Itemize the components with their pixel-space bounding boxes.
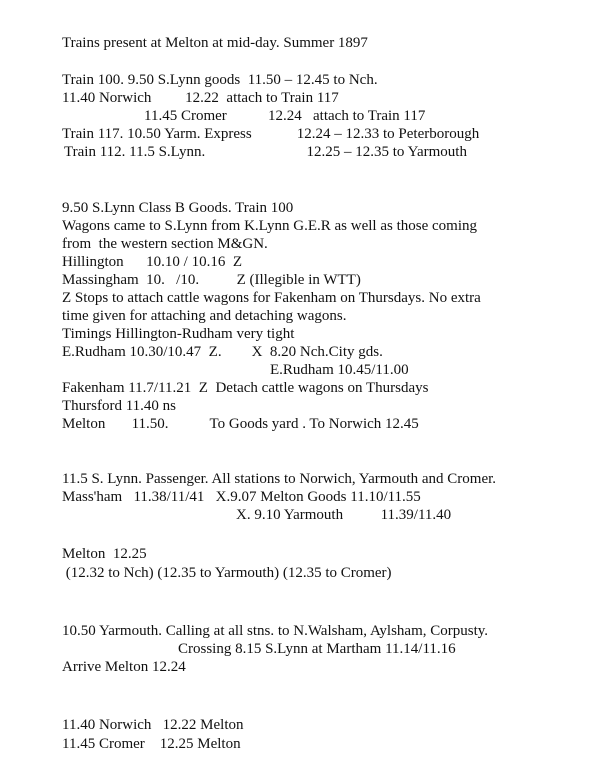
timing-line: Massingham 10. /10. Z (Illegible in WTT) <box>62 272 361 288</box>
timing-line: Thursford 11.40 ns <box>62 398 177 414</box>
text-line: Z Stops to attach cattle wagons for Fakenham on Thursdays. No extra <box>62 290 481 306</box>
text-line: Timings Hillington-Rudham very tight <box>62 326 295 342</box>
timing-line: Arrive Melton 12.24 <box>62 659 186 675</box>
text-line: Wagons came to S.Lynn from K.Lynn G.E.R as well as those coming <box>62 218 477 234</box>
text-line: from the western section M&GN. <box>62 236 268 252</box>
summary-line: 11.40 Norwich 12.22 attach to Train 117 <box>62 90 339 106</box>
summary-line: Train 117. 10.50 Yarm. Express 12.24 – 12.33 to Peterborough <box>62 126 480 142</box>
section-heading: 11.5 S. Lynn. Passenger. All stations to Norwich, Yarmouth and Cromer. <box>62 471 497 487</box>
connection-line: 11.45 Cromer 12.25 Melton <box>62 736 241 752</box>
timing-line: Mass'ham 11.38/11/41 X.9.07 Melton Goods 11.10/11.55 <box>62 489 421 505</box>
timing-line: Crossing 8.15 S.Lynn at Martham 11.14/11.16 <box>178 641 456 657</box>
page-title: Trains present at Melton at mid-day. Summer 1897 <box>62 35 368 51</box>
connection-line: 11.40 Norwich 12.22 Melton <box>62 717 244 733</box>
summary-line: 11.45 Cromer 12.24 attach to Train 117 <box>144 108 426 124</box>
section-heading: 9.50 S.Lynn Class B Goods. Train 100 <box>62 200 294 216</box>
summary-line: Train 112. 11.5 S.Lynn. 12.25 – 12.35 to Yarmouth <box>64 144 467 160</box>
text-line: time given for attaching and detaching wagons. <box>62 308 347 324</box>
timing-line: X. 9.10 Yarmouth 11.39/11.40 <box>236 507 452 523</box>
timing-line: Fakenham 11.7/11.21 Z Detach cattle wagons on Thursdays <box>62 380 429 396</box>
timing-line: Melton 12.25 <box>62 546 147 562</box>
section-heading: 10.50 Yarmouth. Calling at all stns. to N.Walsham, Aylsham, Corpusty. <box>62 623 489 639</box>
timing-line: E.Rudham 10.45/11.00 <box>270 362 409 378</box>
timing-line: E.Rudham 10.30/10.47 Z. X 8.20 Nch.City gds. <box>62 344 383 360</box>
timing-line: Melton 11.50. To Goods yard . To Norwich 12.45 <box>62 416 419 432</box>
timing-line: Hillington 10.10 / 10.16 Z <box>62 254 242 270</box>
summary-line: Train 100. 9.50 S.Lynn goods 11.50 – 12.45 to Nch. <box>62 72 378 88</box>
timing-line: (12.32 to Nch) (12.35 to Yarmouth) (12.35 to Cromer) <box>62 565 392 581</box>
